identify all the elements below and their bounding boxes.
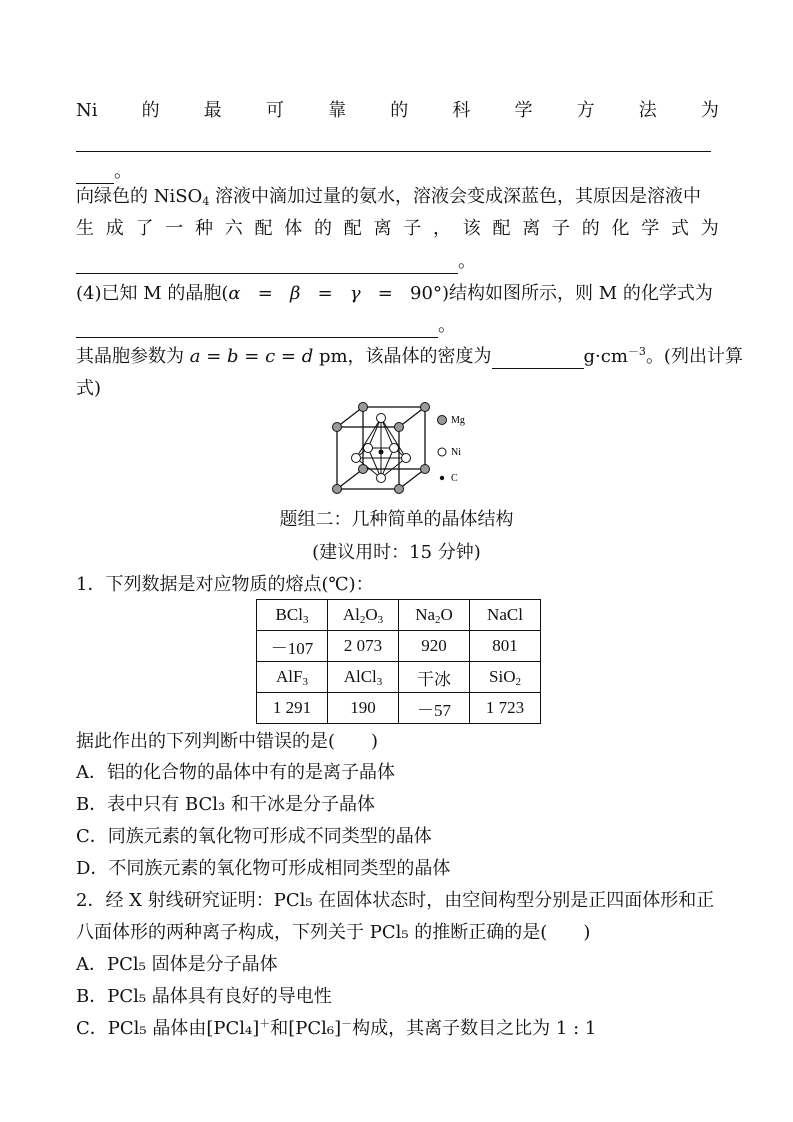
q2-option-c[interactable] [76,1017,719,1041]
q2-option-a[interactable]: A．PCl₅ 固体是分子晶体 [76,954,278,975]
text: d [301,346,314,367]
table-row [257,600,541,631]
q3-line2 [76,160,719,184]
text: 六 [224,218,243,239]
table-cell: 801 [470,631,541,662]
q3-line5 [76,250,719,274]
text: 。(列出计算 [645,346,743,367]
crystal-cell-diagram [318,402,478,502]
table-cell: AlCl$_3$ [328,662,399,693]
table-cell: －107 [257,631,328,662]
q3-line4 [76,217,719,241]
legend-ni-icon [438,448,446,456]
text: = [377,283,393,304]
q1-stem: 1．下列数据是对应物质的熔点(℃)： [76,574,374,595]
legend-ni-label: Ni [451,447,461,458]
text: 种 [195,218,213,239]
text: 离 [373,218,392,239]
table-row [257,631,541,662]
melting-point-table [256,599,541,724]
table-cell: SiO$_2$ [470,662,541,693]
answer-blank[interactable] [492,348,584,369]
text: ＋ [259,1017,271,1030]
text: = [317,283,333,304]
table-cell: 2 073 [328,631,399,662]
section-time: (建议用时：15 分钟) [312,542,481,563]
table-cell: $Al_2O_3$ [328,600,399,631]
c-atom [379,450,384,455]
text: 最 [203,100,222,121]
text: 一 [165,218,184,239]
section-title: 题组二：几种简单的晶体结构 [279,509,514,530]
text: 。 [458,251,476,272]
text: = [257,283,273,304]
answer-blank[interactable] [76,163,114,184]
table-row [257,693,541,724]
q4-line3 [76,345,743,369]
table-cell: AlF$_3$ [257,662,328,693]
text: 构成，其离子数目之比为 1 : 1 [352,1018,597,1039]
table-row [257,662,541,693]
table-cell: 1 291 [257,693,328,724]
legend-mg-label: Mg [451,415,465,426]
text: 为 [700,218,719,239]
text: 90° [410,283,442,304]
q3-line1 [76,99,719,123]
text: α [228,283,241,304]
text: pm，该晶体的密度为 [313,346,492,367]
q4-line4 [76,377,719,401]
text: 可 [265,100,284,121]
answer-blank[interactable] [76,317,438,338]
q2-stem-line1: 2．经 X 射线研究证明：PCl₅ 在固体状态时，由空间构型分别是正四面体形和正 [76,890,715,911]
text: = [238,346,266,367]
text: 子 [403,218,422,239]
text: 靠 [328,100,347,121]
text: 配 [343,218,362,239]
q4-line2 [76,314,719,338]
text: 体 [284,218,303,239]
q2-option-b[interactable]: B．PCl₅ 晶体具有良好的导电性 [76,986,332,1007]
text: 法 [638,100,657,121]
answer-blank-full-line[interactable] [76,128,719,152]
table-cell: 920 [399,631,470,662]
text: 了 [135,218,154,239]
table-cell: 干冰 [399,662,470,693]
legend-c-label: C [451,473,458,484]
q1-question: 据此作出的下列判断中错误的是( ) [76,731,379,752]
text: b [227,346,239,367]
table-cell: 1 723 [470,693,541,724]
legend-mg-icon [438,416,447,425]
text: 式) [76,378,102,399]
q2-stem-line2: 八面体形的两种离子构成，下列关于 PCl₅ 的推断正确的是( ) [76,922,591,943]
legend-c-icon [440,476,444,480]
text: a [189,346,201,367]
text: 该 [462,218,481,239]
text: － [341,1017,353,1030]
table-cell: $Na_2O$ [399,600,470,631]
text: 其晶胞参数为 [76,346,184,367]
text: 学 [641,218,660,239]
text: = [200,346,227,367]
text: 配 [492,218,511,239]
text: Ni [76,100,98,121]
table-cell: 190 [328,693,399,724]
text: 的 [141,100,160,121]
text: 的 [581,218,600,239]
text: 离 [522,218,541,239]
text: 子 [552,218,570,239]
text: 生 [76,218,94,239]
table-cell: －57 [399,693,470,724]
text: 。 [438,315,456,336]
text: (4)已知 M 的晶胞( [76,283,229,304]
text: 的 [390,100,409,121]
text: β [290,283,301,304]
text: 式 [671,218,689,239]
q4-line1 [76,282,719,306]
table-cell: NaCl [470,600,541,631]
text: 化 [611,218,630,239]
text: 为 [700,100,719,121]
text: g·cm [583,346,628,367]
answer-blank[interactable] [76,253,458,274]
text: γ [349,283,361,304]
q1-option-b[interactable]: B．表中只有 BCl₃ 和干冰是分子晶体 [76,794,375,815]
text: 科 [452,100,471,121]
table-cell: BCl$_3$ [257,600,328,631]
text: 的 [314,218,332,239]
text: )结构如图所示，则 M 的化学式为 [441,283,713,304]
text: 。 [114,161,132,182]
q3-line3: 向绿色的 NiSO$_4$ 溶液中滴加过量的氨水，溶液会变成深蓝色，其原因是溶液中 [76,186,702,208]
text: C．PCl₅ 晶体由[PCl₄] [76,1018,260,1039]
text: ， [433,218,451,239]
text: 学 [514,100,533,121]
q1-option-a[interactable]: A．铝的化合物的晶体中有的是离子晶体 [76,762,395,783]
text: 配 [254,218,273,239]
text: c [265,346,276,367]
text: 成 [105,218,124,239]
text: = [275,346,302,367]
text: －3 [627,345,646,358]
q1-option-c[interactable]: C．同族元素的氧化物可形成不同类型的晶体 [76,826,432,847]
text: 方 [576,100,595,121]
q1-option-d[interactable]: D．不同族元素的氧化物可形成相同类型的晶体 [76,858,451,879]
text: 和[PCl₆] [270,1018,342,1039]
